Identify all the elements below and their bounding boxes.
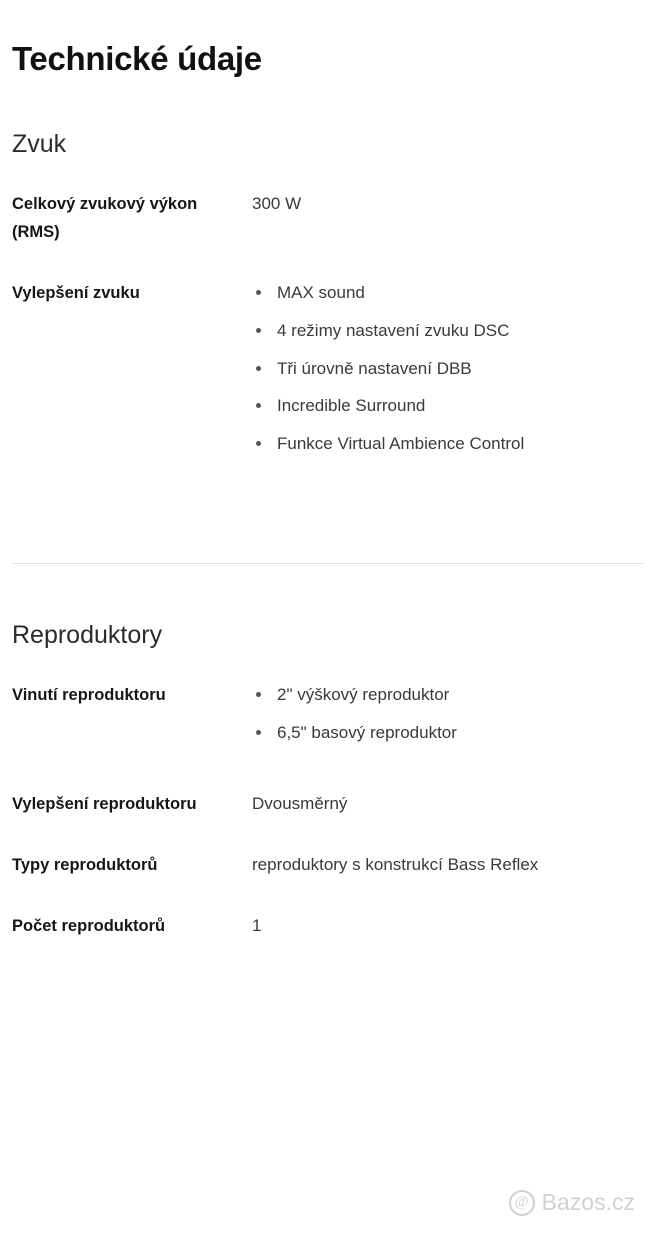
spec-label: Počet reproduktorů — [12, 916, 166, 935]
list-item: MAX sound — [252, 279, 645, 308]
page-title: Technické údaje — [12, 40, 262, 77]
spec-label: Vylepšení reproduktoru — [12, 794, 197, 813]
spec-row — [12, 279, 645, 468]
spec-row — [12, 912, 645, 941]
spec-row — [12, 790, 645, 819]
spec-row — [12, 681, 645, 757]
watermark-text: Bazos.cz — [541, 1189, 635, 1215]
spec-value: 300 W — [252, 194, 302, 213]
list-item: 6,5" basový reproduktor — [252, 719, 645, 748]
spec-value: reproduktory s konstrukcí Bass Reflex — [252, 854, 539, 874]
bullet-list — [252, 279, 645, 459]
watermark — [509, 1189, 635, 1216]
section-title: Reproduktory — [12, 621, 163, 650]
list-item: 2" výškový reproduktor — [252, 681, 645, 710]
spec-label: Typy reproduktorů — [12, 855, 158, 874]
section-title: Zvuk — [12, 130, 67, 158]
list-item: 4 režimy nastavení zvuku DSC — [252, 317, 645, 346]
spec-row — [12, 190, 645, 247]
bullet-list — [252, 681, 645, 748]
spec-page — [0, 40, 657, 1240]
section-zvuk — [12, 130, 645, 468]
spec-row — [12, 851, 645, 880]
list-item: Funkce Virtual Ambience Control — [252, 430, 645, 459]
at-icon: @ — [509, 1190, 535, 1216]
spec-value — [252, 681, 645, 757]
spec-value: 1 — [252, 915, 262, 935]
spec-label: Vylepšení zvuku — [12, 283, 140, 302]
section-reproduktory — [12, 621, 645, 940]
list-item: Incredible Surround — [252, 392, 645, 421]
section-divider — [12, 563, 645, 564]
list-item: Tři úrovně nastavení DBB — [252, 355, 645, 384]
spec-value: Dvousměrný — [252, 793, 348, 813]
spec-label: Celkový zvukový výkon (RMS) — [12, 195, 198, 242]
spec-label: Vinutí reproduktoru — [12, 686, 166, 705]
spec-value — [252, 279, 645, 468]
